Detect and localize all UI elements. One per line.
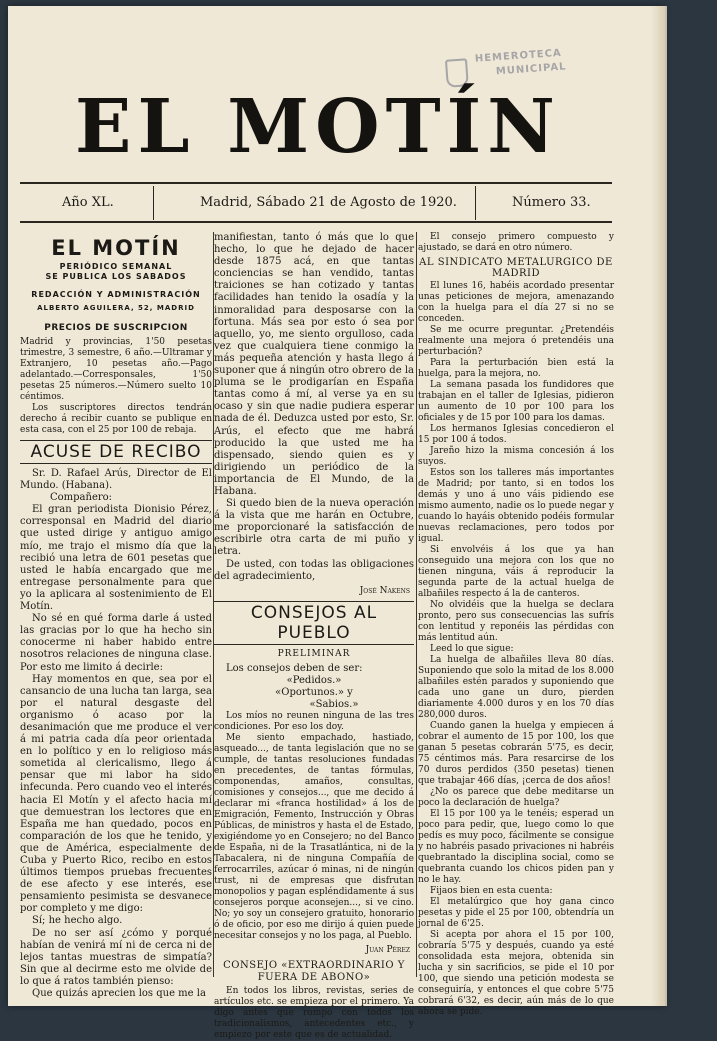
- section-title: ACUSE DE RECIBO: [20, 440, 212, 464]
- section-title: CONSEJOS AL PUEBLO: [214, 601, 414, 645]
- paragraph: El 15 por 100 ya le tenéis; esperad un poco para pedir, que, luego como lo que pedís es muy poco, fácilmente se consigue y no habréis pasado privaciones ni habréis quebrantado la disciplina social, como se quebranta cuando los chicos piden pan y no le hay.: [418, 809, 614, 885]
- paragraph: Los míos no reunen ninguna de las tres condiciones. Por eso los doy.: [214, 711, 414, 733]
- masthead-rule-bottom: [20, 221, 612, 223]
- quote-line: «Oportunos.» y: [275, 687, 353, 698]
- masthead-title: EL MOTÍN: [75, 84, 561, 170]
- paragraph: La huelga de albañiles lleva 80 días. Suponiendo que solo la mitad de los 8.000 albañiles estén parados y suponiendo que cada uno gane un duro, pierden diariamente 4.000 duros y en los 70 días 280,000 duros.: [418, 655, 614, 720]
- paragraph: No olvidéis que la huelga se declara pronto, pero sus consecuencias las sufrís con lentitud y reponéis las pérdidas con más lentitud aún.: [418, 600, 614, 643]
- issue-number: Número 33.: [512, 195, 591, 210]
- signature: José Nakens: [359, 585, 410, 596]
- paragraph: El lunes 16, habéis acordado presentar unas peticiones de mejora, amenazando con la huelga para el día 27 si no se conceden.: [418, 281, 614, 324]
- box-tagline: PERIÓDICO SEMANAL: [59, 262, 173, 271]
- subheading: PRELIMINAR: [277, 648, 351, 659]
- paragraph: El metalúrgico que hoy gana cinco pesetas y pide el 25 por 100, obtendría un jornal de 6'25.: [418, 897, 614, 929]
- paragraph: Se me ocurre preguntar. ¿Pretendéis realmente una mejora ó pretendéis una perturbación?: [418, 325, 614, 357]
- paragraph: ¿No os parece que debe meditarse un poco la declaración de huelga?: [418, 787, 614, 808]
- paragraph: Fijaos bien en esta cuenta:: [430, 886, 553, 896]
- paragraph: Cuando ganen la huelga y empiecen á cobrar el aumento de 15 por 100, los que ganan 5 pesetas cobrarán 5'75, es decir, 75 céntimos más. Para resarcirse de los 70 duros perdidos (350 pesetas) tienen que trabajar 466 días, ¡cerca de dos años!: [418, 721, 614, 786]
- subheading: CONSEJO «EXTRAORDINARIO Y FUERA DE ABONO»: [223, 960, 405, 984]
- paragraph: El gran periodista Dionisio Pérez, corresponsal en Madrid del diario que usted dirige y antiguo amigo mío, me trajo el mismo día que la recibió una letra de 601 pesetas que usted le había encargado que me entregase personalmente para que yo la aplicara al sostenimiento de El Motín.: [20, 504, 212, 613]
- paragraph: Si envolvéis á los que ya han conseguido una mejora con los que no tienen ninguna, váis á reproducir la segunda parte de la actual huelga de albañiles respecto á la de canteros.: [418, 545, 614, 599]
- paragraph: Compañero:: [50, 492, 113, 504]
- signature: Juan Pérez: [365, 945, 410, 956]
- column-divider: [416, 232, 417, 977]
- paragraph: Si quedo bien de la nueva operación á la vista que me harán en Octubre, me proporcionaré la satisfacción de escribirle otra carta de mi puño y letra.: [214, 498, 414, 558]
- paragraph: Me siento empachado, hastiado, asqueado..., de tanta legislación que no se cumple, de tantas resoluciones fundadas en precedentes, de tantas fórmulas, componendas, amaños, consultas, comisiones y consejos..., que me decido á declarar mi «franca hostilidad» á los de Emigración, Femento, Instrucción y Obras Públicas, de ministros y hasta el de Estado, exigiéndome yo en Consejero; no del Banco de España, ni de la Trasatlántica, ni de la Tabacalera, ni de ninguna Compañía de ferrocarriles, azúcar ó minas, ni de ningún trust, ni de empresas que disfrutan monopolios y pagan espléndidamente á sus consejeros porque aconsejen..., si ve cino. No; yo soy un consejero gratuito, honorario ó de oficio, por eso me dirijo á quien puede necesitar consejos y no los paga, al Pueblo.: [214, 733, 414, 942]
- info-divider: [475, 186, 476, 220]
- paragraph: La semana pasada los fundidores que trabajan en el taller de Iglesias, pidieron un aumento de 10 por 100 para los oficiales y de 15 por 100 para los damas.: [418, 380, 614, 423]
- paragraph: De usted, con todas las obligaciones del agradecimiento,: [214, 558, 414, 582]
- page-edge: [651, 6, 665, 1006]
- column-1: [20, 232, 212, 1000]
- paragraph: Si acepta por ahora el 15 por 100, cobraría 5'75 y después, cuando ya esté consolidada esta mejora, obtenida sin lucha y sin sacrificios, se pide el 10 por 100, que siendo una petición modesta se conseguiría, y entonces el que cobre 5'75 cobrará 6'32, es decir, aún más de lo que ahora se pide.: [418, 930, 614, 1017]
- issue-info-bar: [20, 186, 612, 220]
- info-divider: [153, 186, 154, 220]
- paragraph: No sé en qué forma darle á usted las gracias por lo que ha hecho sin conocerme ni haber habido entre nosotros relaciones de ninguna clase. Por esto me limito á decirle:: [20, 613, 212, 673]
- admin-heading: REDACCIÓN Y ADMINISTRACIÓN: [31, 290, 201, 299]
- paragraph: El consejo primero compuesto y ajustado, se dará en otro número.: [418, 232, 614, 253]
- box-tagline: SE PUBLICA LOS SABADOS: [45, 272, 187, 281]
- issue-dateline: Madrid, Sábado 21 de Agosto de 1920.: [200, 195, 457, 210]
- prices-heading: PRECIOS DE SUSCRIPCION: [44, 323, 188, 333]
- box-title: EL MOTÍN: [51, 236, 181, 260]
- admin-address: ALBERTO AGUILERA, 52, MADRID: [37, 304, 195, 312]
- column-3: [418, 232, 614, 1018]
- paragraph: En todos los libros, revistas, series de artículos etc. se empieza por el primero. Ya digo antes que rompo con todos los tradicionalismos, antecedentes etc., y empiezo por este que es de actualidad.: [214, 986, 414, 1041]
- issue-year: Año XL.: [62, 195, 114, 210]
- paragraph: manifiestan, tanto ó más que lo que hecho, lo que he dejado de hacer desde 1875 acá, en que tantas conciencias se han vendido, tantas traiciones se han cotizado y tantas facilidades han tenido la osadía y la inmoralidad para desposarse con la fortuna. Más sea por esto ó sea por aquello, yo, me siento orgulloso, cada vez que cualquiera tiene conmigo la más pequeña atención y hasta llego á suponer que á ningún otro obrero de la pluma se le prodigarían en España tantas como á mí, al verse ya en su ocaso y sin que nadie pudiera esperar nada de él. Deduzca usted por esto, Sr. Arús, el efecto que me habrá producido la que usted me ha dispensado, siendo quien es y dirigiendo un periódico de la importancia de El Mundo, de la Habana.: [214, 232, 414, 497]
- paragraph: De no ser así ¿cómo y porqué habían de venirá mí ni de cerca ni de lejos tantas muestras de simpatía? Sin que al decirme esto me olvide de lo que á ratos también pienso:: [20, 927, 212, 987]
- masthead-rule-top: [20, 182, 612, 184]
- quote-line: «Sabios.»: [309, 699, 359, 711]
- paragraph: Jareño hizo la misma concesión á los suyos.: [418, 446, 614, 467]
- paragraph: Sí; he hecho algo.: [32, 915, 123, 927]
- paragraph: Que quizás aprecien los que me la: [32, 988, 206, 1000]
- paragraph: Estos son los talleres más importantes de Madrid; por tanto, si en todos los demás y uno á uno váis pidiendo ese mismo aumento, nadie os lo puede negar y cuando lo hayáis obtenido podéis formular nuevas reclamaciones, pero todos por igual.: [418, 468, 614, 544]
- column-2: [214, 232, 414, 1041]
- prices-text: Madrid y provincias, 1'50 pesetas trimestre, 3 semestre, 6 año.—Ultramar y Extranjero, 10 pesetas año.—Pago adelantado.—Corresponsales, 1'50 pesetas 25 números.—Número suelto 10 céntimos.: [20, 337, 212, 402]
- stamp-line-2: MUNICIPAL: [495, 61, 567, 78]
- prices-note: Los suscriptores directos tendrán derecho á recibir cuanto se publique en esta casa, con el 25 por 100 de rebaja.: [20, 403, 212, 435]
- paragraph: Para la perturbación bien está la huelga, para la mejora, no.: [418, 358, 614, 379]
- paragraph: Los hermanos Iglesias concedieron el 15 por 100 á todos.: [418, 424, 614, 445]
- paragraph: Los consejos deben de ser:: [226, 662, 363, 674]
- quote-line: «Pedidos.»: [286, 674, 342, 686]
- paragraph: Sr. D. Rafael Arús, Director de El Mundo. (Habana).: [20, 468, 212, 492]
- subheading: AL SINDICATO METALURGICO DE MADRID: [419, 257, 613, 279]
- paragraph: Hay momentos en que, sea por el cansancio de una lucha tan larga, sea por el natural desgaste del organismo ó acaso por la desanimación que me produce el ver á mi patria cada día peor orientada en lo político y en lo religioso más sometida al clericalismo, llego á pensar que mi labor ha sido infecunda. Pero cuando veo el interés hacia El Motín y el afecto hacia mí que demuestran los lectores que en España me han quedado, pocos en comparación de los que he tenido, y que de América, especialmente de Cuba y Puerto Rico, recibo en estos últimos tiempos pruebas frecuentes de ese afecto y ese interés, ese pensamiento pesimista se desvanece por completo y me digo:: [20, 673, 212, 915]
- paragraph: Leed lo que sigue:: [430, 644, 514, 654]
- stamp-line-1: HEMEROTECA: [474, 47, 563, 65]
- newspaper-page: [8, 6, 665, 1041]
